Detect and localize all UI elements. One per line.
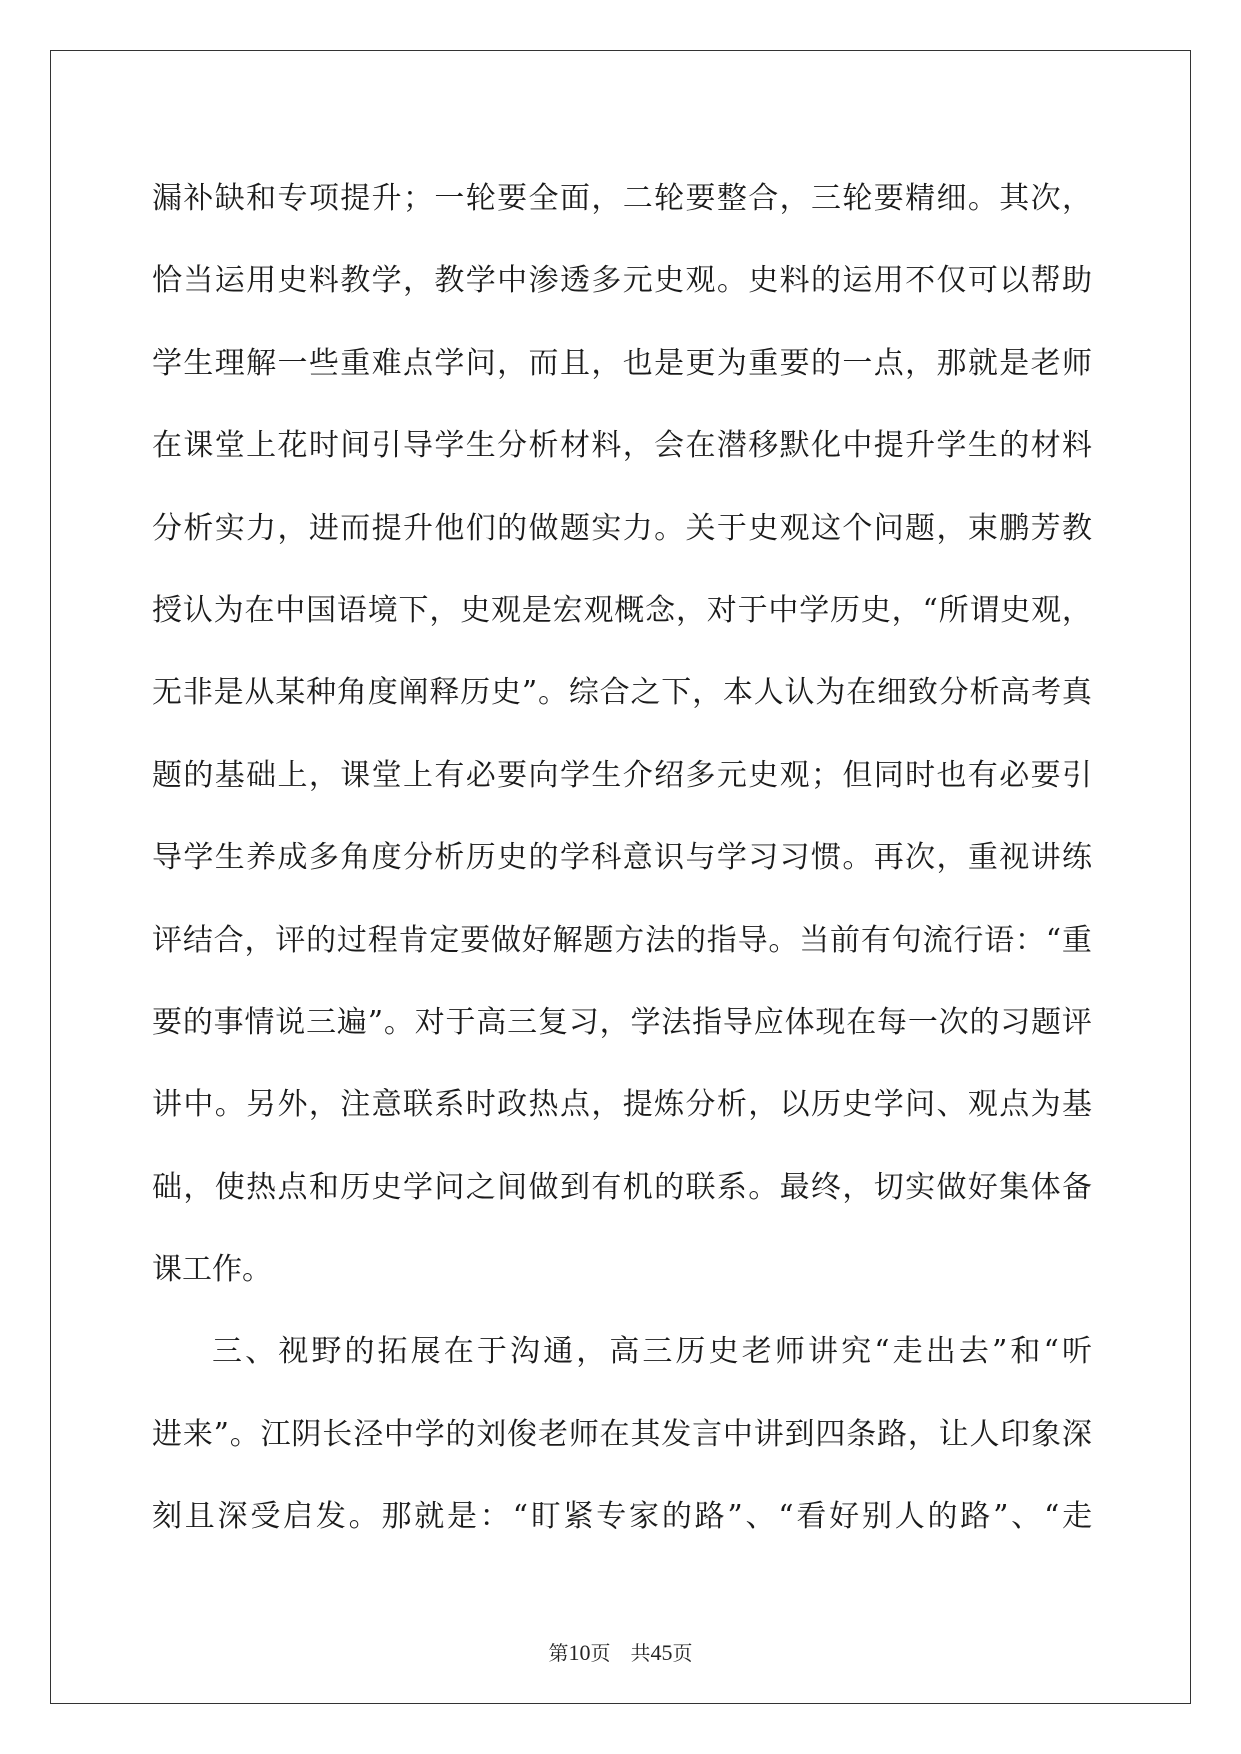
total-prefix: 共	[630, 1641, 651, 1665]
text-line: 学生理解一些重难点学问，而且，也是更为重要的一点，那就是老师	[152, 345, 1094, 381]
text-line: 课工作。	[152, 1252, 272, 1288]
total-suffix: 页	[672, 1641, 693, 1665]
page-prefix: 第	[548, 1641, 569, 1665]
paragraph-start-line: 三、视野的拓展在于沟通，高三历史老师讲究“走出去”和“听	[212, 1334, 1096, 1370]
total-pages: 45	[650, 1640, 673, 1665]
text-line: 分析实力，进而提升他们的做题实力。关于史观这个问题，束鹏芳教	[152, 510, 1094, 546]
body-text	[152, 158, 1096, 1559]
page-number: 10	[568, 1640, 591, 1665]
text-line: 评结合，评的过程肯定要做好解题方法的指导。当前有句流行语：“重	[152, 922, 1093, 958]
text-line: 刻且深受启发。那就是：“盯紧专家的路”、“看好别人的路”、“走	[152, 1499, 1095, 1535]
text-line: 导学生养成多角度分析历史的学科意识与学习习惯。再次，重视讲练	[152, 840, 1094, 876]
text-line: 恰当运用史料教学，教学中渗透多元史观。史料的运用不仅可以帮助	[152, 263, 1094, 299]
text-line: 要的事情说三遍”。对于高三复习，学法指导应体现在每一次的习题评	[152, 1004, 1093, 1040]
text-line: 讲中。另外，注意联系时政热点，提炼分析，以历史学问、观点为基	[152, 1087, 1094, 1123]
text-line: 漏补缺和专项提升；一轮要全面，二轮要整合，三轮要精细。其次，	[152, 181, 1094, 216]
text-line: 础，使热点和历史学问之间做到有机的联系。最终，切实做好集体备	[152, 1169, 1094, 1205]
page-suffix: 页	[590, 1641, 611, 1665]
text-line: 题的基础上，课堂上有必要向学生介绍多元史观；但同时也有必要引	[152, 757, 1094, 793]
page-footer	[0, 1637, 1241, 1666]
text-line: 无非是从某种角度阐释历史”。综合之下，本人认为在细致分析高考真	[152, 675, 1093, 711]
text-line: 授认为在中国语境下，史观是宏观概念，对于中学历史，“所谓史观，	[152, 592, 1093, 628]
text-line: 在课堂上花时间引导学生分析材料，会在潜移默化中提升学生的材料	[152, 428, 1094, 464]
text-line: 进来”。江阴长泾中学的刘俊老师在其发言中讲到四条路，让人印象深	[152, 1416, 1093, 1452]
